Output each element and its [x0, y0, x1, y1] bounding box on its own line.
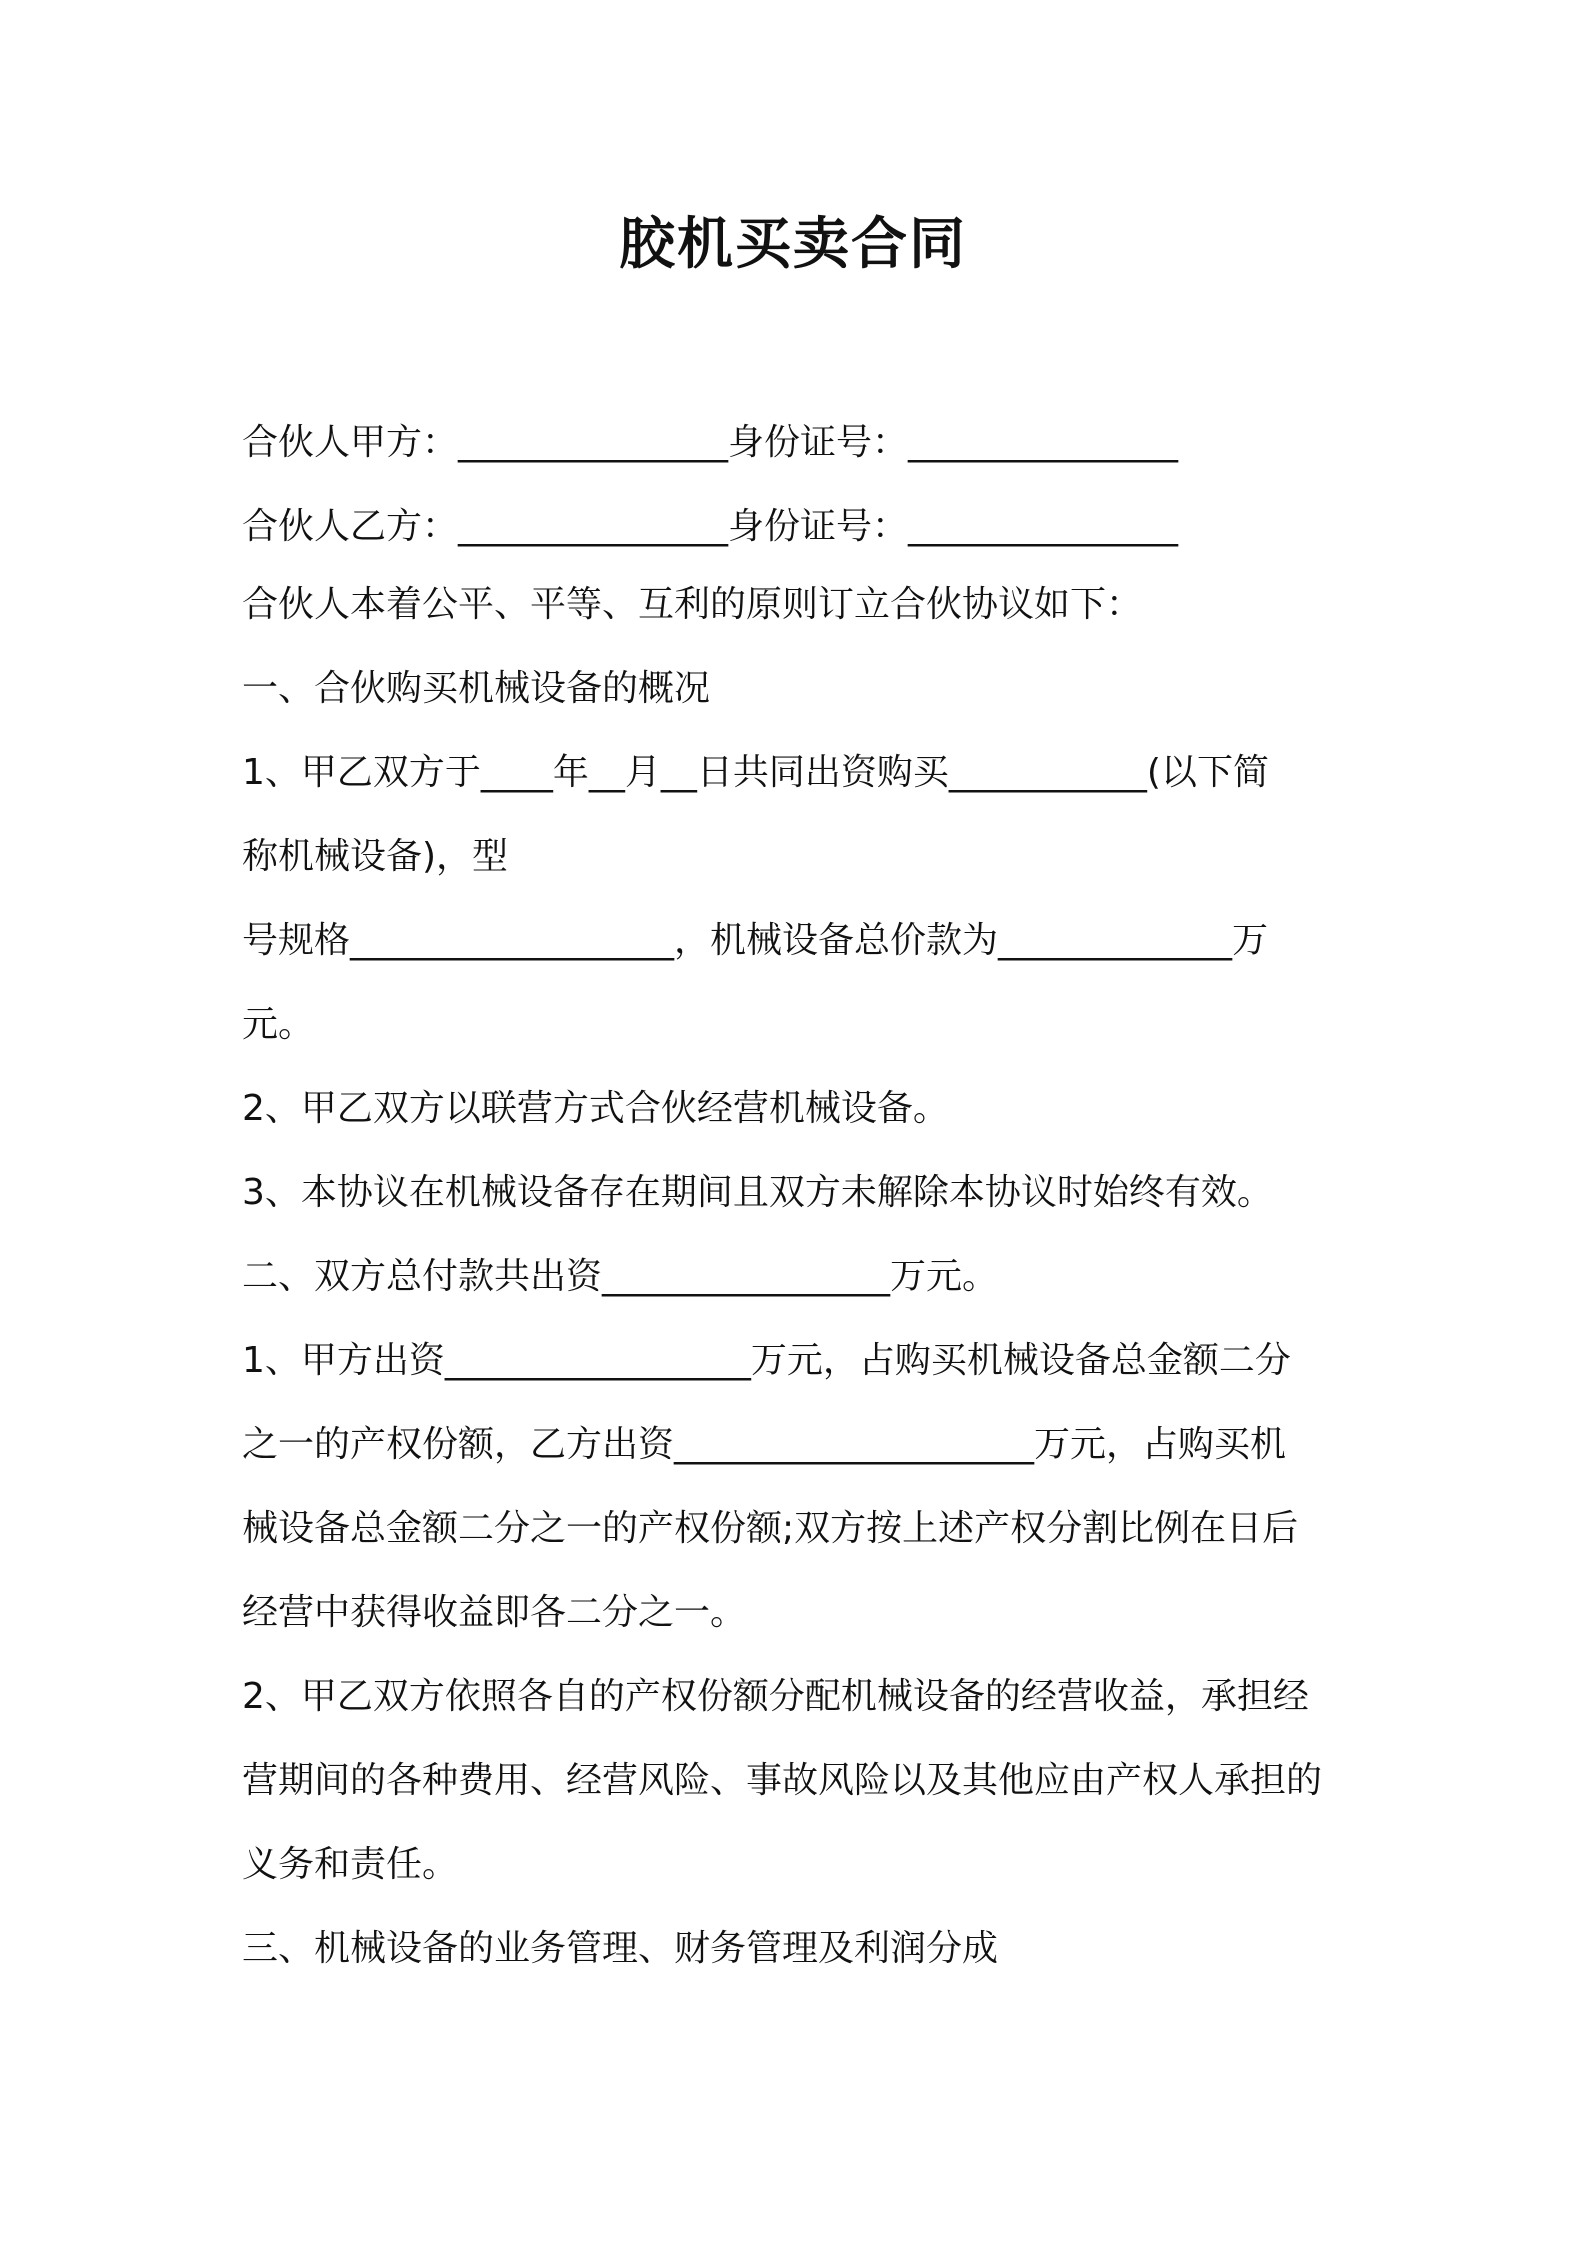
party-b-line: 合伙人乙方：_______________身份证号：_______________	[242, 506, 1179, 547]
clause-1-1-line-2: 称机械设备)，型	[242, 836, 509, 877]
clause-1-3: 3、本协议在机械设备存在期间且双方未解除本协议时始终有效。	[242, 1172, 1273, 1213]
clause-2-1-line-1: 1、甲方出资_________________万元，占购买机械设备总金额二分	[242, 1340, 1291, 1381]
clause-2-1-line-4: 经营中获得收益即各二分之一。	[242, 1592, 747, 1633]
clause-2-1-line-2: 之一的产权份额，乙方出资____________________万元，占购买机	[242, 1424, 1287, 1465]
clause-2-2-line-2: 营期间的各种费用、经营风险、事故风险以及其他应由产权人承担的	[242, 1760, 1323, 1801]
agreement-intro: 合伙人本着公平、平等、互利的原则订立合伙协议如下：	[242, 584, 1143, 625]
party-a-line: 合伙人甲方：_______________身份证号：_______________	[242, 422, 1179, 463]
clause-2-2-line-3: 义务和责任。	[242, 1844, 459, 1885]
clause-1-1-line-4: 元。	[242, 1004, 315, 1045]
section-1-heading: 一、合伙购买机械设备的概况	[242, 668, 711, 709]
clause-2-2-line-1: 2、甲乙双方依照各自的产权份额分配机械设备的经营收益，承担经	[242, 1676, 1309, 1717]
clause-2-1-line-3: 械设备总金额二分之一的产权份额;双方按上述产权分割比例在日后	[242, 1508, 1299, 1549]
section-3-heading: 三、机械设备的业务管理、财务管理及利润分成	[242, 1928, 999, 1969]
clause-1-2: 2、甲乙双方以联营方式合伙经营机械设备。	[242, 1088, 949, 1129]
clause-1-1-line-3: 号规格__________________，机械设备总价款为_____________万	[242, 920, 1269, 961]
document-title: 胶机买卖合同	[619, 212, 967, 277]
clause-1-1-line-1: 1、甲乙双方于____年__月__日共同出资购买___________(以下简	[242, 752, 1269, 793]
section-2-heading: 二、双方总付款共出资________________万元。	[242, 1256, 999, 1297]
